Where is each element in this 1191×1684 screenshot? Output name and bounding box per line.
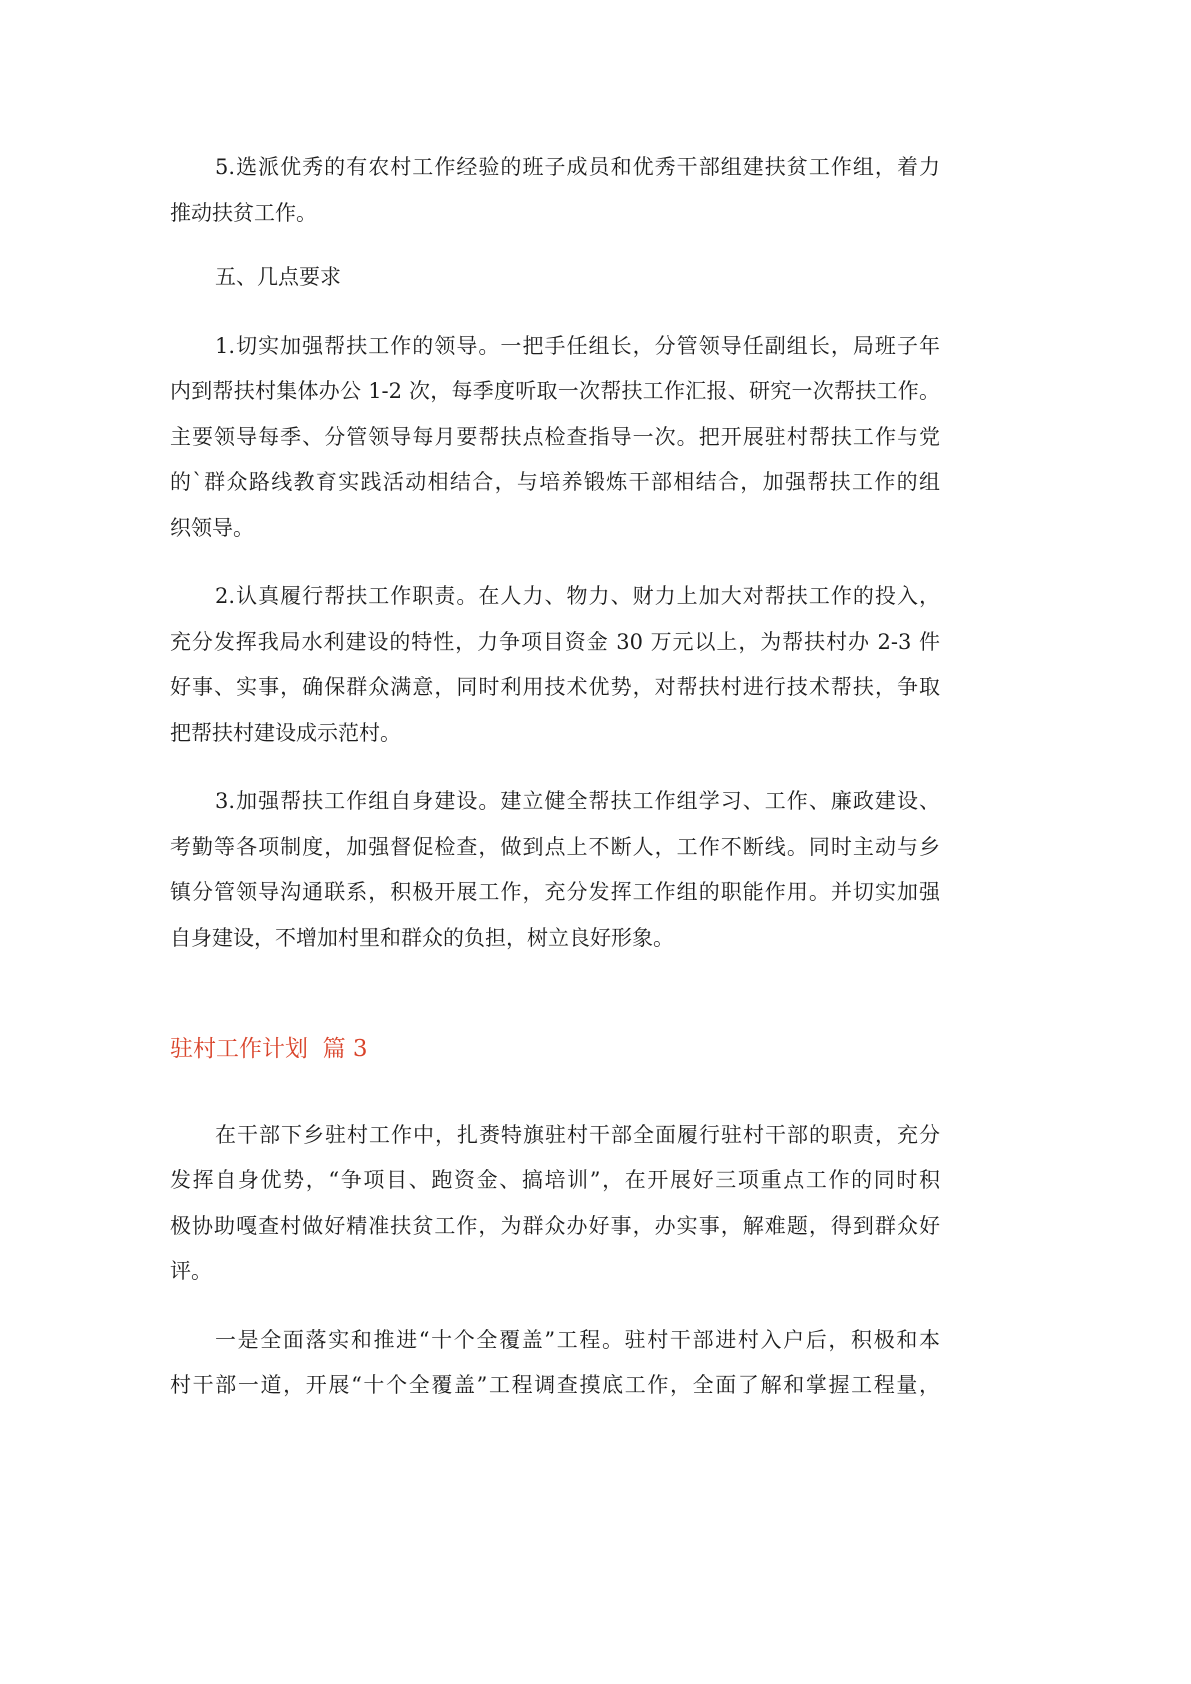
- paragraph-line: 的`群众路线教育实践活动相结合，与培养锻炼干部相结合，加强帮扶工作的组: [170, 470, 940, 494]
- paragraph-requirement-1: [170, 324, 940, 552]
- paragraph-line: 把帮扶村建设成示范村。: [170, 720, 401, 745]
- paragraph-requirement-3: [170, 779, 940, 961]
- paragraph-line: 好事、实事，确保群众满意，同时利用技术优势，对帮扶村进行技术帮扶，争取: [170, 675, 940, 699]
- paragraph-requirement-2: [170, 574, 940, 756]
- subsection-title: [170, 255, 940, 301]
- subsection-title-text: 五、几点要求: [215, 265, 341, 289]
- paragraph-line: 2.认真履行帮扶工作职责。在人力、物力、财力上加大对帮扶工作的投入，: [215, 584, 940, 608]
- paragraph-line: 发挥自身优势，“争项目、跑资金、搞培训”，在开展好三项重点工作的同时积: [170, 1168, 940, 1192]
- paragraph-line: 织领导。: [170, 515, 254, 540]
- paragraph-line: 内到帮扶村集体办公 1-2 次，每季度听取一次帮扶工作汇报、研究一次帮扶工作。: [170, 379, 940, 403]
- paragraph-item-5: [170, 145, 940, 236]
- paragraph-point-1: [170, 1318, 940, 1409]
- paragraph-line: 1.切实加强帮扶工作的领导。一把手任组长，分管领导任副组长，局班子年: [215, 333, 940, 358]
- paragraph-intro: [170, 1113, 940, 1295]
- paragraph-line: 在干部下乡驻村工作中，扎赉特旗驻村干部全面履行驻村干部的职责，充分: [215, 1122, 940, 1147]
- paragraph-line: 3.加强帮扶工作组自身建设。建立健全帮扶工作组学习、工作、廉政建设、: [215, 789, 940, 813]
- section-heading: 驻村工作计划 篇 3: [170, 1036, 368, 1062]
- paragraph-line: 镇分管领导沟通联系，积极开展工作，充分发挥工作组的职能作用。并切实加强: [170, 880, 940, 904]
- paragraph-line: 村干部一道，开展“十个全覆盖”工程调查摸底工作，全面了解和掌握工程量，: [170, 1373, 940, 1397]
- paragraph-line: 充分发挥我局水利建设的特性，力争项目资金 30 万元以上，为帮扶村办 2-3 件: [170, 629, 940, 654]
- paragraph-line: 评。: [170, 1259, 212, 1283]
- document-page: [170, 145, 940, 1432]
- paragraph-line: 推动扶贫工作。: [170, 200, 317, 225]
- paragraph-line: 一是全面落实和推进“十个全覆盖”工程。驻村干部进村入户后，积极和本: [215, 1327, 940, 1352]
- paragraph-line: 极协助嘎查村做好精准扶贫工作，为群众办好事，办实事，解难题，得到群众好: [170, 1213, 940, 1238]
- paragraph-line: 主要领导每季、分管领导每月要帮扶点检查指导一次。把开展驻村帮扶工作与党: [170, 424, 940, 449]
- paragraph-line: 考勤等各项制度，加强督促检查，做到点上不断人，工作不断线。同时主动与乡: [170, 834, 940, 859]
- paragraph-line: 自身建设，不增加村里和群众的负担，树立良好形象。: [170, 925, 674, 950]
- paragraph-line: 5.选派优秀的有农村工作经验的班子成员和优秀干部组建扶贫工作组，着力: [215, 155, 940, 179]
